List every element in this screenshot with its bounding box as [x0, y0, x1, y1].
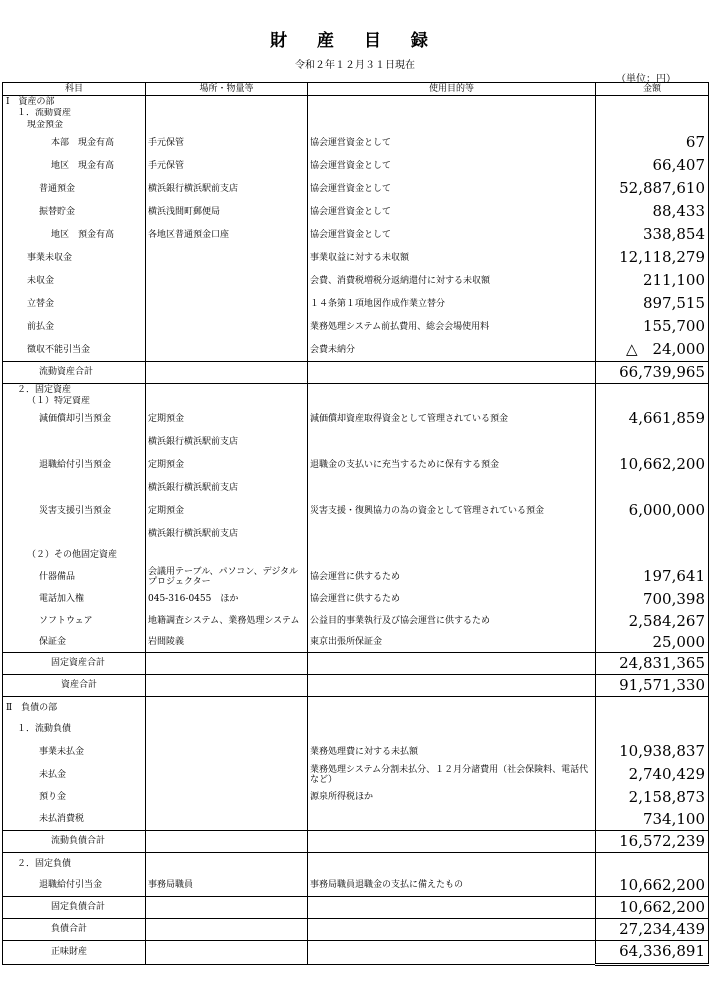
row-purpose: 事業収益に対する未収額	[308, 247, 596, 270]
row-amount: 66,407	[596, 155, 709, 178]
table-row	[3, 247, 709, 270]
row-subject: 減価償却引当預金	[3, 408, 146, 431]
row-amount: △ 24,000	[596, 339, 709, 362]
row-amount: 24,831,365	[596, 653, 709, 675]
row-subject: Ⅰ 資産の部	[3, 96, 146, 108]
row-place	[146, 96, 308, 108]
row-place: 定期預金	[146, 408, 308, 431]
row-amount: 10,662,200	[596, 897, 709, 919]
row-purpose: 協会運営に供するため	[308, 566, 596, 589]
table-row	[3, 396, 709, 408]
table-row	[3, 155, 709, 178]
row-purpose: 協会運営資金として	[308, 201, 596, 224]
row-subject: 徴収不能引当金	[3, 339, 146, 362]
inventory-table	[2, 82, 709, 966]
table-row	[3, 546, 709, 566]
row-amount: 27,234,439	[596, 919, 709, 941]
row-subject: 保証金	[3, 633, 146, 653]
row-purpose	[308, 697, 596, 719]
table-row	[3, 741, 709, 764]
row-place	[146, 697, 308, 719]
row-amount: 197,641	[596, 566, 709, 589]
as-of-date: 令和２年１２月３１日現在	[295, 60, 415, 71]
row-amount: 88,433	[596, 201, 709, 224]
header-purpose: 使用目的等	[308, 83, 596, 96]
row-amount: 64,336,891	[596, 941, 709, 965]
row-purpose: 源泉所得税ほか	[308, 787, 596, 809]
row-place	[146, 741, 308, 764]
row-subject: 預り金	[3, 787, 146, 809]
table-row	[3, 787, 709, 809]
table-row	[3, 919, 709, 941]
row-purpose	[308, 108, 596, 120]
table-row	[3, 431, 709, 454]
row-purpose	[308, 719, 596, 741]
row-place: 横浜銀行横浜駅前支店	[146, 178, 308, 201]
table-row	[3, 384, 709, 396]
header-amount: 金額	[596, 83, 709, 96]
row-amount	[596, 96, 709, 108]
row-amount	[596, 108, 709, 120]
table-row	[3, 224, 709, 247]
row-purpose	[308, 523, 596, 546]
row-place: 岩間陵義	[146, 633, 308, 653]
table-header-row	[3, 83, 709, 96]
row-place: 横浜銀行横浜駅前支店	[146, 523, 308, 546]
row-purpose: 協会運営資金として	[308, 178, 596, 201]
table-row	[3, 941, 709, 965]
row-purpose: 協会運営に供するため	[308, 589, 596, 611]
table-row	[3, 853, 709, 875]
row-purpose: 退職金の支払いに充当するために保有する預金	[308, 454, 596, 477]
row-amount: 25,000	[596, 633, 709, 653]
row-purpose	[308, 675, 596, 697]
row-amount: 2,584,267	[596, 611, 709, 633]
row-place	[146, 293, 308, 316]
table-row	[3, 764, 709, 787]
row-subject: 事業未収金	[3, 247, 146, 270]
row-purpose	[308, 897, 596, 919]
row-place	[146, 316, 308, 339]
row-subject: 什器備品	[3, 566, 146, 589]
row-purpose	[308, 919, 596, 941]
table-row	[3, 719, 709, 741]
row-purpose	[308, 362, 596, 384]
row-purpose: 業務処理費に対する未払額	[308, 741, 596, 764]
row-place	[146, 270, 308, 293]
table-row	[3, 408, 709, 431]
row-subject: ２．固定負債	[3, 853, 146, 875]
row-amount: 66,739,965	[596, 362, 709, 384]
row-amount: 4,661,859	[596, 408, 709, 431]
row-amount	[596, 120, 709, 132]
row-subject: 現金預金	[3, 120, 146, 132]
row-place: 横浜浅間町郵便局	[146, 201, 308, 224]
table-row	[3, 566, 709, 589]
row-subject: 立替金	[3, 293, 146, 316]
table-row	[3, 831, 709, 853]
table-row	[3, 697, 709, 719]
row-amount	[596, 719, 709, 741]
row-subject: 未払消費税	[3, 809, 146, 831]
row-subject: 地区 現金有高	[3, 155, 146, 178]
row-place	[146, 108, 308, 120]
row-amount: 6,000,000	[596, 500, 709, 523]
row-place	[146, 787, 308, 809]
row-subject: 事業未払金	[3, 741, 146, 764]
row-subject: （１）特定資産	[3, 396, 146, 408]
row-place	[146, 809, 308, 831]
row-amount: 155,700	[596, 316, 709, 339]
row-purpose: 協会運営資金として	[308, 224, 596, 247]
row-place: 地籍調査システム、業務処理システム	[146, 611, 308, 633]
table-row	[3, 316, 709, 339]
table-row	[3, 653, 709, 675]
row-purpose: 東京出張所保証金	[308, 633, 596, 653]
row-place: 定期預金	[146, 500, 308, 523]
table-row	[3, 675, 709, 697]
row-place: 手元保管	[146, 132, 308, 155]
row-purpose: 協会運営資金として	[308, 155, 596, 178]
row-amount: 10,662,200	[596, 875, 709, 897]
table-row	[3, 120, 709, 132]
row-subject: 固定負債合計	[3, 897, 146, 919]
row-place	[146, 897, 308, 919]
row-place: 横浜銀行横浜駅前支店	[146, 477, 308, 500]
table-row	[3, 108, 709, 120]
row-subject: 未収金	[3, 270, 146, 293]
row-subject: （２）その他固定資産	[3, 546, 146, 566]
row-amount: 10,662,200	[596, 454, 709, 477]
row-subject: 正味財産	[3, 941, 146, 965]
row-place	[146, 675, 308, 697]
row-subject: ２．固定資産	[3, 384, 146, 396]
row-place	[146, 339, 308, 362]
row-amount	[596, 853, 709, 875]
table-row	[3, 523, 709, 546]
table-row	[3, 454, 709, 477]
row-amount: 897,515	[596, 293, 709, 316]
row-place	[146, 853, 308, 875]
row-purpose	[308, 120, 596, 132]
row-place	[146, 941, 308, 965]
row-amount: 12,118,279	[596, 247, 709, 270]
row-place: 事務局職員	[146, 875, 308, 897]
row-purpose: 業務処理システム前払費用、総会会場使用料	[308, 316, 596, 339]
table-row	[3, 589, 709, 611]
row-purpose	[308, 653, 596, 675]
table-row	[3, 96, 709, 108]
row-amount: 16,572,239	[596, 831, 709, 853]
row-purpose: 会費、消費税増税分返納還付に対する未収額	[308, 270, 596, 293]
row-place	[146, 919, 308, 941]
row-amount: 91,571,330	[596, 675, 709, 697]
row-purpose	[308, 384, 596, 396]
row-amount	[596, 546, 709, 566]
row-place: 会議用テーブル、パソコン、デジタルプロジェクター	[146, 566, 308, 589]
row-amount: 10,938,837	[596, 741, 709, 764]
table-row	[3, 477, 709, 500]
row-place	[146, 120, 308, 132]
row-place	[146, 362, 308, 384]
table-row	[3, 875, 709, 897]
row-subject: 流動負債合計	[3, 831, 146, 853]
table-row	[3, 633, 709, 653]
row-subject: 固定資産合計	[3, 653, 146, 675]
row-subject: 退職給付引当預金	[3, 454, 146, 477]
row-place	[146, 247, 308, 270]
table-row	[3, 201, 709, 224]
row-place	[146, 831, 308, 853]
row-purpose	[308, 96, 596, 108]
row-purpose: 会費未納分	[308, 339, 596, 362]
table-row	[3, 809, 709, 831]
row-purpose	[308, 477, 596, 500]
row-purpose: 災害支援・復興協力の為の資金として管理されている預金	[308, 500, 596, 523]
page-title: 財 産 目 録	[270, 31, 440, 51]
row-subject: 負債合計	[3, 919, 146, 941]
row-purpose: 公益目的事業執行及び協会運営に供するため	[308, 611, 596, 633]
row-amount: 2,740,429	[596, 764, 709, 787]
header-subject: 科目	[3, 83, 146, 96]
row-amount	[596, 477, 709, 500]
row-subject: 地区 預金有高	[3, 224, 146, 247]
row-purpose: １４条第１項地図作成作業立替分	[308, 293, 596, 316]
row-amount: 67	[596, 132, 709, 155]
row-subject: 本部 現金有高	[3, 132, 146, 155]
row-subject: 前払金	[3, 316, 146, 339]
row-purpose: 業務処理システム分割未払分、１２月分諸費用（社会保険料、電話代など）	[308, 764, 596, 787]
row-place	[146, 653, 308, 675]
row-purpose: 事務局職員退職金の支払に備えたもの	[308, 875, 596, 897]
row-amount: 211,100	[596, 270, 709, 293]
row-subject: １．流動負債	[3, 719, 146, 741]
row-place	[146, 764, 308, 787]
row-subject: 流動資産合計	[3, 362, 146, 384]
row-subject: １．流動資産	[3, 108, 146, 120]
row-purpose	[308, 809, 596, 831]
row-subject: 振替貯金	[3, 201, 146, 224]
row-place: 手元保管	[146, 155, 308, 178]
row-subject: 資産合計	[3, 675, 146, 697]
table-row	[3, 500, 709, 523]
row-subject: 退職給付引当金	[3, 875, 146, 897]
row-purpose	[308, 431, 596, 454]
row-subject	[3, 523, 146, 546]
table-row	[3, 897, 709, 919]
table-row	[3, 270, 709, 293]
table-row	[3, 362, 709, 384]
row-subject: 電話加入権	[3, 589, 146, 611]
row-place	[146, 546, 308, 566]
row-amount	[596, 523, 709, 546]
row-amount: 338,854	[596, 224, 709, 247]
row-place: 定期預金	[146, 454, 308, 477]
row-purpose	[308, 941, 596, 965]
row-subject: ソフトウェア	[3, 611, 146, 633]
row-place: 横浜銀行横浜駅前支店	[146, 431, 308, 454]
row-purpose	[308, 396, 596, 408]
row-place: 045-316-0455 ほか	[146, 589, 308, 611]
row-amount	[596, 431, 709, 454]
unit-label: （単位：円）	[616, 74, 676, 85]
table-row	[3, 178, 709, 201]
row-amount	[596, 396, 709, 408]
row-purpose	[308, 853, 596, 875]
row-subject	[3, 477, 146, 500]
table-row	[3, 293, 709, 316]
row-place	[146, 719, 308, 741]
row-amount: 2,158,873	[596, 787, 709, 809]
row-purpose: 協会運営資金として	[308, 132, 596, 155]
table-row	[3, 132, 709, 155]
row-amount	[596, 384, 709, 396]
row-place: 各地区普通預金口座	[146, 224, 308, 247]
row-subject: 災害支援引当預金	[3, 500, 146, 523]
row-subject: 普通預金	[3, 178, 146, 201]
row-amount	[596, 697, 709, 719]
row-subject	[3, 431, 146, 454]
table-row	[3, 339, 709, 362]
row-place	[146, 396, 308, 408]
row-subject: Ⅱ 負債の部	[3, 697, 146, 719]
row-purpose: 減価償却資産取得資金として管理されている預金	[308, 408, 596, 431]
table-row	[3, 611, 709, 633]
row-purpose	[308, 831, 596, 853]
row-purpose	[308, 546, 596, 566]
row-place	[146, 384, 308, 396]
row-amount: 734,100	[596, 809, 709, 831]
row-amount: 52,887,610	[596, 178, 709, 201]
row-subject: 未払金	[3, 764, 146, 787]
header-place: 場所・物量等	[146, 83, 308, 96]
row-amount: 700,398	[596, 589, 709, 611]
